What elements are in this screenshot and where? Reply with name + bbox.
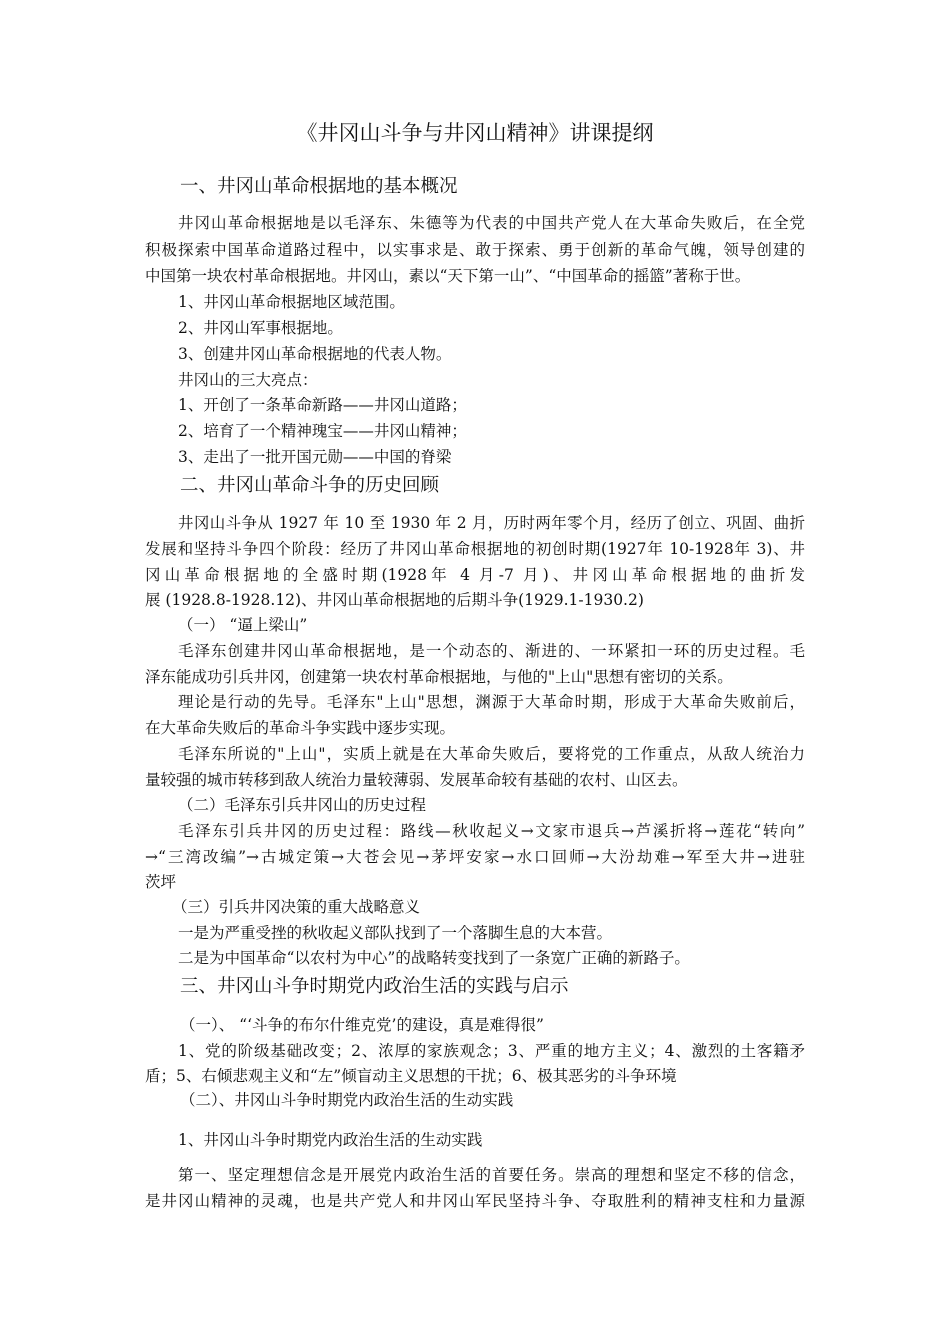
paragraph-line: 积极探索中国革命道路过程中，以实事求是、敢于探索、勇于创新的革命气魄，领导创建的 [145,241,805,259]
paragraph-line: 理论是行动的先导。毛泽东"上山"思想，渊源于大革命时期，形成于大革命失败前后， [178,693,805,711]
paragraph-line: 泽东能成功引兵井冈，创建第一块农村革命根据地，与他的"上山"思想有密切的关系。 [145,668,733,686]
paragraph-line: 毛泽东创建井冈山革命根据地，是一个动态的、渐进的、一环紧扣一环的历史过程。毛 [178,642,805,660]
list-item: 2、培育了一个精神瑰宝——井冈山精神； [178,422,467,440]
list-item: 2、井冈山军事根据地。 [178,319,343,337]
paragraph-line: 井冈山斗争从 1927 年 10 至 1930 年 2 月，历时两年零个月，经历了创立、巩固、曲折 [178,514,805,532]
list-item: 3、走出了一批开国元勋——中国的脊梁 [178,448,452,466]
paragraph-line: 盾；5、右倾悲观主义和“左”倾盲动主义思想的干扰；6、极其恶劣的斗争环境 [145,1067,677,1085]
paragraph-line: 井冈山的三大亮点： [178,371,318,389]
paragraph-line: 中国第一块农村革命根据地。井冈山，素以“天下第一山”、“中国革命的摇篮”著称于世。 [145,267,751,285]
paragraph-line: →“三湾改编”→古城定策→大苍会见→茅坪安家→水口回师→大汾劫难→军至大井→进驻 [145,848,805,866]
paragraph-line: 在大革命失败后的革命斗争实践中逐步实现。 [145,719,456,737]
list-item: 3、创建井冈山革命根据地的代表人物。 [178,345,452,363]
subsection-heading: （二）、井冈山斗争时期党内政治生活的生动实践 [180,1091,514,1109]
subsection-heading: （二）毛泽东引兵井冈山的历史过程 [178,796,427,814]
paragraph-line: 井冈山革命根据地是以毛泽东、朱德等为代表的中国共产党人在大革命失败后，在全党 [178,214,805,232]
subsection-heading: 1、井冈山斗争时期党内政治生活的生动实践 [178,1131,483,1149]
paragraph-line: 发展和坚持斗争四个阶段：经历了井冈山革命根据地的初创时期(1927年 10-1928年 3)、井 [145,540,805,558]
paragraph-line: 1、党的阶级基础改变；2、浓厚的家族观念；3、严重的地方主义；4、激烈的土客籍矛 [178,1042,805,1060]
section-heading-2: 二、井冈山革命斗争的历史回顾 [180,475,440,496]
paragraph-line: 二是为中国革命“以农村为中心”的战略转变找到了一条宽广正确的新路子。 [178,949,690,967]
paragraph-line: 第一、坚定理想信念是开展党内政治生活的首要任务。崇高的理想和坚定不移的信念， [178,1166,805,1184]
document-title: 《井冈山斗争与井冈山精神》讲课提纲 [296,121,654,145]
section-heading-3: 三、井冈山斗争时期党内政治生活的实践与启示 [180,976,569,997]
paragraph-line: 量较强的城市转移到敌人统治力量较薄弱、发展革命较有基础的农村、山区去。 [145,771,688,789]
paragraph-line: 茨坪 [145,873,177,891]
paragraph-line: 是井冈山精神的灵魂，也是共产党人和井冈山军民坚持斗争、夺取胜利的精神支柱和力量源 [145,1192,805,1210]
paragraph-line: 冈山革命根据地的全盛时期(1928年 4 月-7 月)、井冈山革命根据地的曲折发 [145,566,805,584]
paragraph-line: 展 (1928.8-1928.12)、井冈山革命根据地的后期斗争(1929.1-1930.2) [145,591,644,609]
paragraph-line: 毛泽东所说的"上山"，实质上就是在大革命失败后，要将党的工作重点，从敌人统治力 [178,745,805,763]
subsection-heading: （一） “逼上梁山” [178,616,308,634]
list-item: 1、开创了一条革命新路——井冈山道路； [178,396,467,414]
paragraph-line: 毛泽东引兵井冈的历史过程：路线—秋收起义→文家市退兵→芦溪折将→莲花“转向” [178,822,805,840]
list-item: 1、井冈山革命根据地区域范围。 [178,293,405,311]
subsection-heading: （一）、 “‘斗争的布尔什维克党’的建设，真是难得很” [180,1016,544,1034]
paragraph-line: 一是为严重受挫的秋收起义部队找到了一个落脚生息的大本营。 [178,924,613,942]
section-heading-1: 一、井冈山革命根据地的基本概况 [180,176,458,197]
subsection-heading: （三）引兵井冈决策的重大战略意义 [172,898,421,916]
